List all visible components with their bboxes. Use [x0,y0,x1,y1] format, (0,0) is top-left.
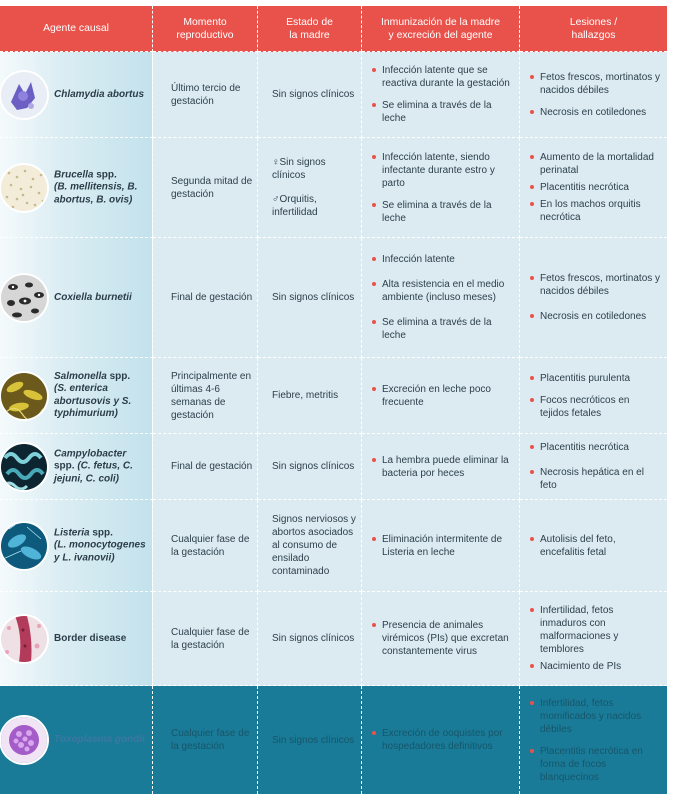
bullet-item: Placentitis purulenta [540,372,661,385]
state-cell: Fiebre, metritis [258,358,362,434]
moment-cell: Cualquier fase de la gestación [153,686,258,794]
immunization-cell [362,52,520,138]
lesions-cell [520,592,667,686]
bullet-item: Eliminación intermitente de Listeria en leche [382,533,513,559]
bullet-item: Se elimina a través de la leche [382,316,513,342]
state-cell: Sin signos clínicos [258,238,362,358]
bullet-item: Se elimina a través de la leche [382,199,513,225]
immunization-cell [362,434,520,500]
agent-cell [0,138,153,238]
state-cell: Sin signos clínicos [258,592,362,686]
table-header [0,6,667,52]
agent-cell [0,52,153,138]
moment-cell: Final de gestación [153,238,258,358]
header-moment: Momento reproductivo [153,6,258,52]
bullet-item: Necrosis en cotiledones [540,310,661,323]
moment-cell: Principalmente en últimas 4-6 semanas de gestación [153,358,258,434]
bullet-item: Aumento de la mortalidad perinatal [540,151,661,177]
table-row [0,238,667,358]
agent-name: Coxiella burnetii [54,291,132,303]
moment-cell: Segunda mitad de gestación [153,138,258,238]
agent-cell [0,358,153,434]
table-row [0,500,667,592]
table-row [0,592,667,686]
coxiella-micrograph-icon [1,275,47,321]
campylobacter-micrograph-icon [1,444,47,490]
pathogen-table [0,6,667,794]
header-lesions: Lesiones / hallazgos [520,6,667,52]
table-row [0,686,667,794]
bullet-item: Placentitis necrótica [540,181,661,194]
bullet-item: Placentitis necrótica [540,441,661,454]
agent-cell [0,686,153,794]
table-row [0,138,667,238]
state-cell: Signos nerviosos y abortos asociados al consumo de ensilado contaminado [258,500,362,592]
header-immunization: Inmunización de la madre y excreción del agente [362,6,520,52]
agent-name: Listeria spp. (L. monocytogenes y L. ivanovii) [54,526,146,563]
lesions-cell [520,238,667,358]
state-cell: Sin signos clínicos [258,52,362,138]
state-cell: Sin signos clínicos [258,434,362,500]
state-cell: ♀Sin signos clínicos ♂Orquitis, infertilidad [258,138,362,238]
lesions-cell [520,138,667,238]
agent-name: Salmonella spp. (S. enterica abortusovis y S. typhimurium) [54,370,132,419]
table-row [0,358,667,434]
chlamydia-micrograph-icon [1,72,47,118]
bullet-item: Presencia de animales virémicos (PIs) que excretan constantemente virus [382,619,513,658]
bullet-item: Se elimina a través de la leche [382,99,513,125]
bullet-item: Alta resistencia en el medio ambiente (incluso meses) [382,278,513,304]
bullet-item: Nacimiento de PIs [540,660,661,673]
lesions-cell [520,434,667,500]
bullet-item: Fetos frescos, mortinatos y nacidos débiles [540,71,661,96]
lesions-cell [520,358,667,434]
agent-cell [0,434,153,500]
bullet-item: Placentitis necrótica en forma de focos blanquecinos [540,745,661,784]
agent-cell [0,238,153,358]
immunization-cell [362,500,520,592]
moment-cell: Cualquier fase de la gestación [153,500,258,592]
agent-name: Campylobacter spp. (C. fetus, C. jejuni, C. coli) [54,447,133,484]
bullet-item: En los machos orquitis necrótica [540,198,661,224]
bullet-item: Excreción en leche poco frecuente [382,383,513,409]
bullet-item: La hembra puede eliminar la bacteria por heces [382,454,513,480]
lesions-cell [520,52,667,138]
bullet-item: Infección latente [382,253,513,266]
salmonella-micrograph-icon [1,373,47,419]
immunization-cell [362,238,520,358]
listeria-micrograph-icon [1,523,47,569]
lesions-cell [520,500,667,592]
agent-name: Chlamydia abortus [54,88,145,100]
bullet-item: Excreción de ooquistes por hospedadores definitivos [382,727,513,753]
bullet-item: Necrosis hepática en el feto [540,466,661,492]
lesions-cell [520,686,667,794]
bullet-item: Infertilidad, fetos inmaduros con malformaciones y temblores [540,604,661,656]
bullet-item: Autolisis del feto, encefalitis fetal [540,533,661,559]
brucella-micrograph-icon [1,165,47,211]
border-disease-micrograph-icon [1,616,47,662]
moment-cell: Cualquier fase de la gestación [153,592,258,686]
agent-name: Border disease [54,632,127,644]
bullet-item: Focos necróticos en tejidos fetales [540,394,661,420]
header-mother-state: Estado de la madre [258,6,362,52]
bullet-item: Infección latente que se reactiva durante la gestación [382,64,513,90]
moment-cell: Último tercio de gestación [153,52,258,138]
immunization-cell [362,358,520,434]
bullet-item: Infección latente, siendo infectante durante estro y parto [382,151,513,190]
agent-name: Brucella spp. (B. mellitensis, B. abortus, B. ovis) [54,168,138,205]
agent-cell [0,592,153,686]
table-row [0,434,667,500]
immunization-cell [362,686,520,794]
moment-cell: Final de gestación [153,434,258,500]
immunization-cell [362,138,520,238]
table-row [0,52,667,138]
state-cell: Sin signos clínicos [258,686,362,794]
toxoplasma-micrograph-icon [1,717,47,763]
header-agent: Agente causal [0,6,153,52]
agent-cell [0,500,153,592]
immunization-cell [362,592,520,686]
bullet-item: Fetos frescos, mortinatos y nacidos débiles [540,273,661,297]
bullet-item: Necrosis en cotiledones [540,106,661,119]
agent-name: Toxoplasma gondii [54,733,145,745]
bullet-item: Infertilidad, fetos momificados y nacidos débiles [540,697,661,736]
